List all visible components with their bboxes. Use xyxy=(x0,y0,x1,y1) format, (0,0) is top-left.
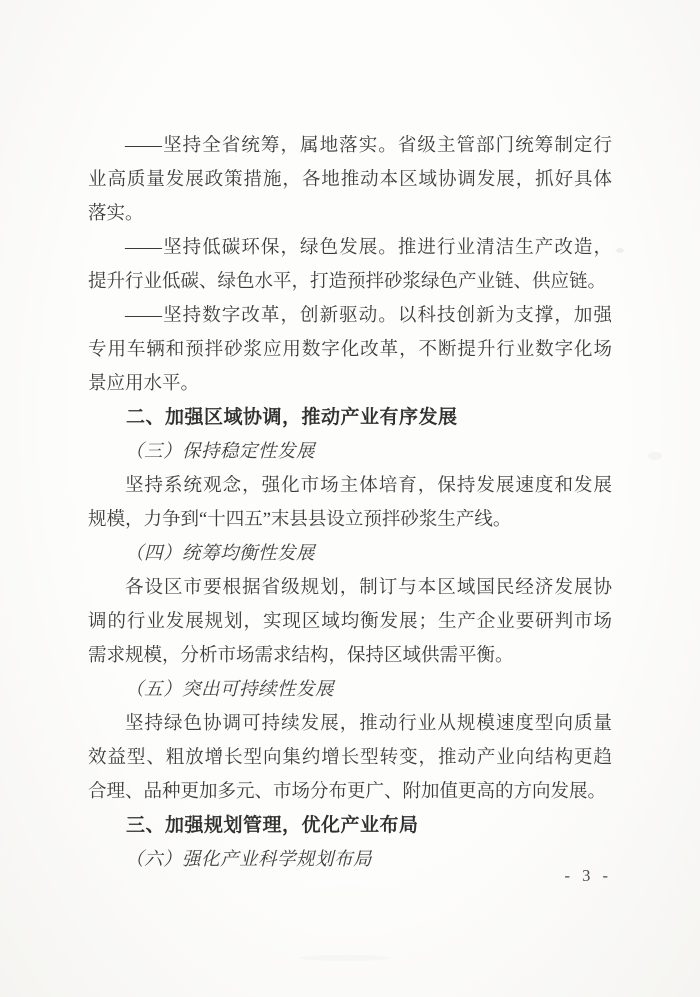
text-line: 合理、品种更加多元、市场分布更广、附加值更高的方向发展。 xyxy=(88,782,607,802)
sub-section-heading: （六）强化产业科学规划布局 xyxy=(125,850,373,870)
text-line: 坚持系统观念，强化市场主体培育，保持发展速度和发展 xyxy=(125,476,612,496)
text-line: 专用车辆和预拌砂浆应用数字化改革，不断提升行业数字化场 xyxy=(88,340,612,360)
scan-artifact xyxy=(300,955,390,961)
section-heading: 二、加强区域协调，推动产业有序发展 xyxy=(126,407,458,428)
text-line: 效益型、粗放增长型向集约增长型转变，推动产业向结构更趋 xyxy=(88,748,612,768)
text-line: 景应用水平。 xyxy=(88,374,200,394)
text-line: 需求规模，分析市场需求结构，保持区域供需平衡。 xyxy=(88,646,514,666)
text-line: ——坚持全省统筹，属地落实。省级主管部门统筹制定行 xyxy=(125,136,612,156)
document-body xyxy=(88,129,612,877)
text-line: 提升行业低碳、绿色水平，打造预拌砂浆绿色产业链、供应链。 xyxy=(88,272,607,292)
text-line: 坚持绿色协调可持续发展，推动行业从规模速度型向质量 xyxy=(125,714,612,734)
scan-artifact xyxy=(648,452,662,460)
page-number: - 3 - xyxy=(564,866,612,885)
body-paragraph xyxy=(88,469,612,537)
text-line: 调的行业发展规划，实现区域均衡发展；生产企业要研判市场 xyxy=(88,612,612,632)
text-line: ——坚持数字改革，创新驱动。以科技创新为支撑，加强 xyxy=(125,306,612,326)
dash-paragraph xyxy=(88,129,612,231)
sub-section-heading: （五）突出可持续性发展 xyxy=(125,680,335,700)
scan-artifact xyxy=(616,248,624,253)
text-line: ——坚持低碳环保，绿色发展。推进行业清洁生产改造， xyxy=(125,238,612,258)
body-paragraph xyxy=(88,707,612,809)
text-line: 落实。 xyxy=(88,204,144,224)
dash-paragraph xyxy=(88,231,612,299)
sub-section-heading: （三）保持稳定性发展 xyxy=(125,442,316,462)
dash-paragraph xyxy=(88,299,612,401)
section-heading: 三、加强规划管理，优化产业布局 xyxy=(126,815,419,836)
text-line: 规模，力争到“十四五”末县县设立预拌砂浆生产线。 xyxy=(88,510,512,530)
text-line: 业高质量发展政策措施，各地推动本区域协调发展，抓好具体 xyxy=(88,170,612,190)
text-line: 各设区市要根据省级规划，制订与本区域国民经济发展协 xyxy=(125,578,612,598)
sub-section-heading: （四）统筹均衡性发展 xyxy=(125,544,316,564)
body-paragraph xyxy=(88,571,612,673)
